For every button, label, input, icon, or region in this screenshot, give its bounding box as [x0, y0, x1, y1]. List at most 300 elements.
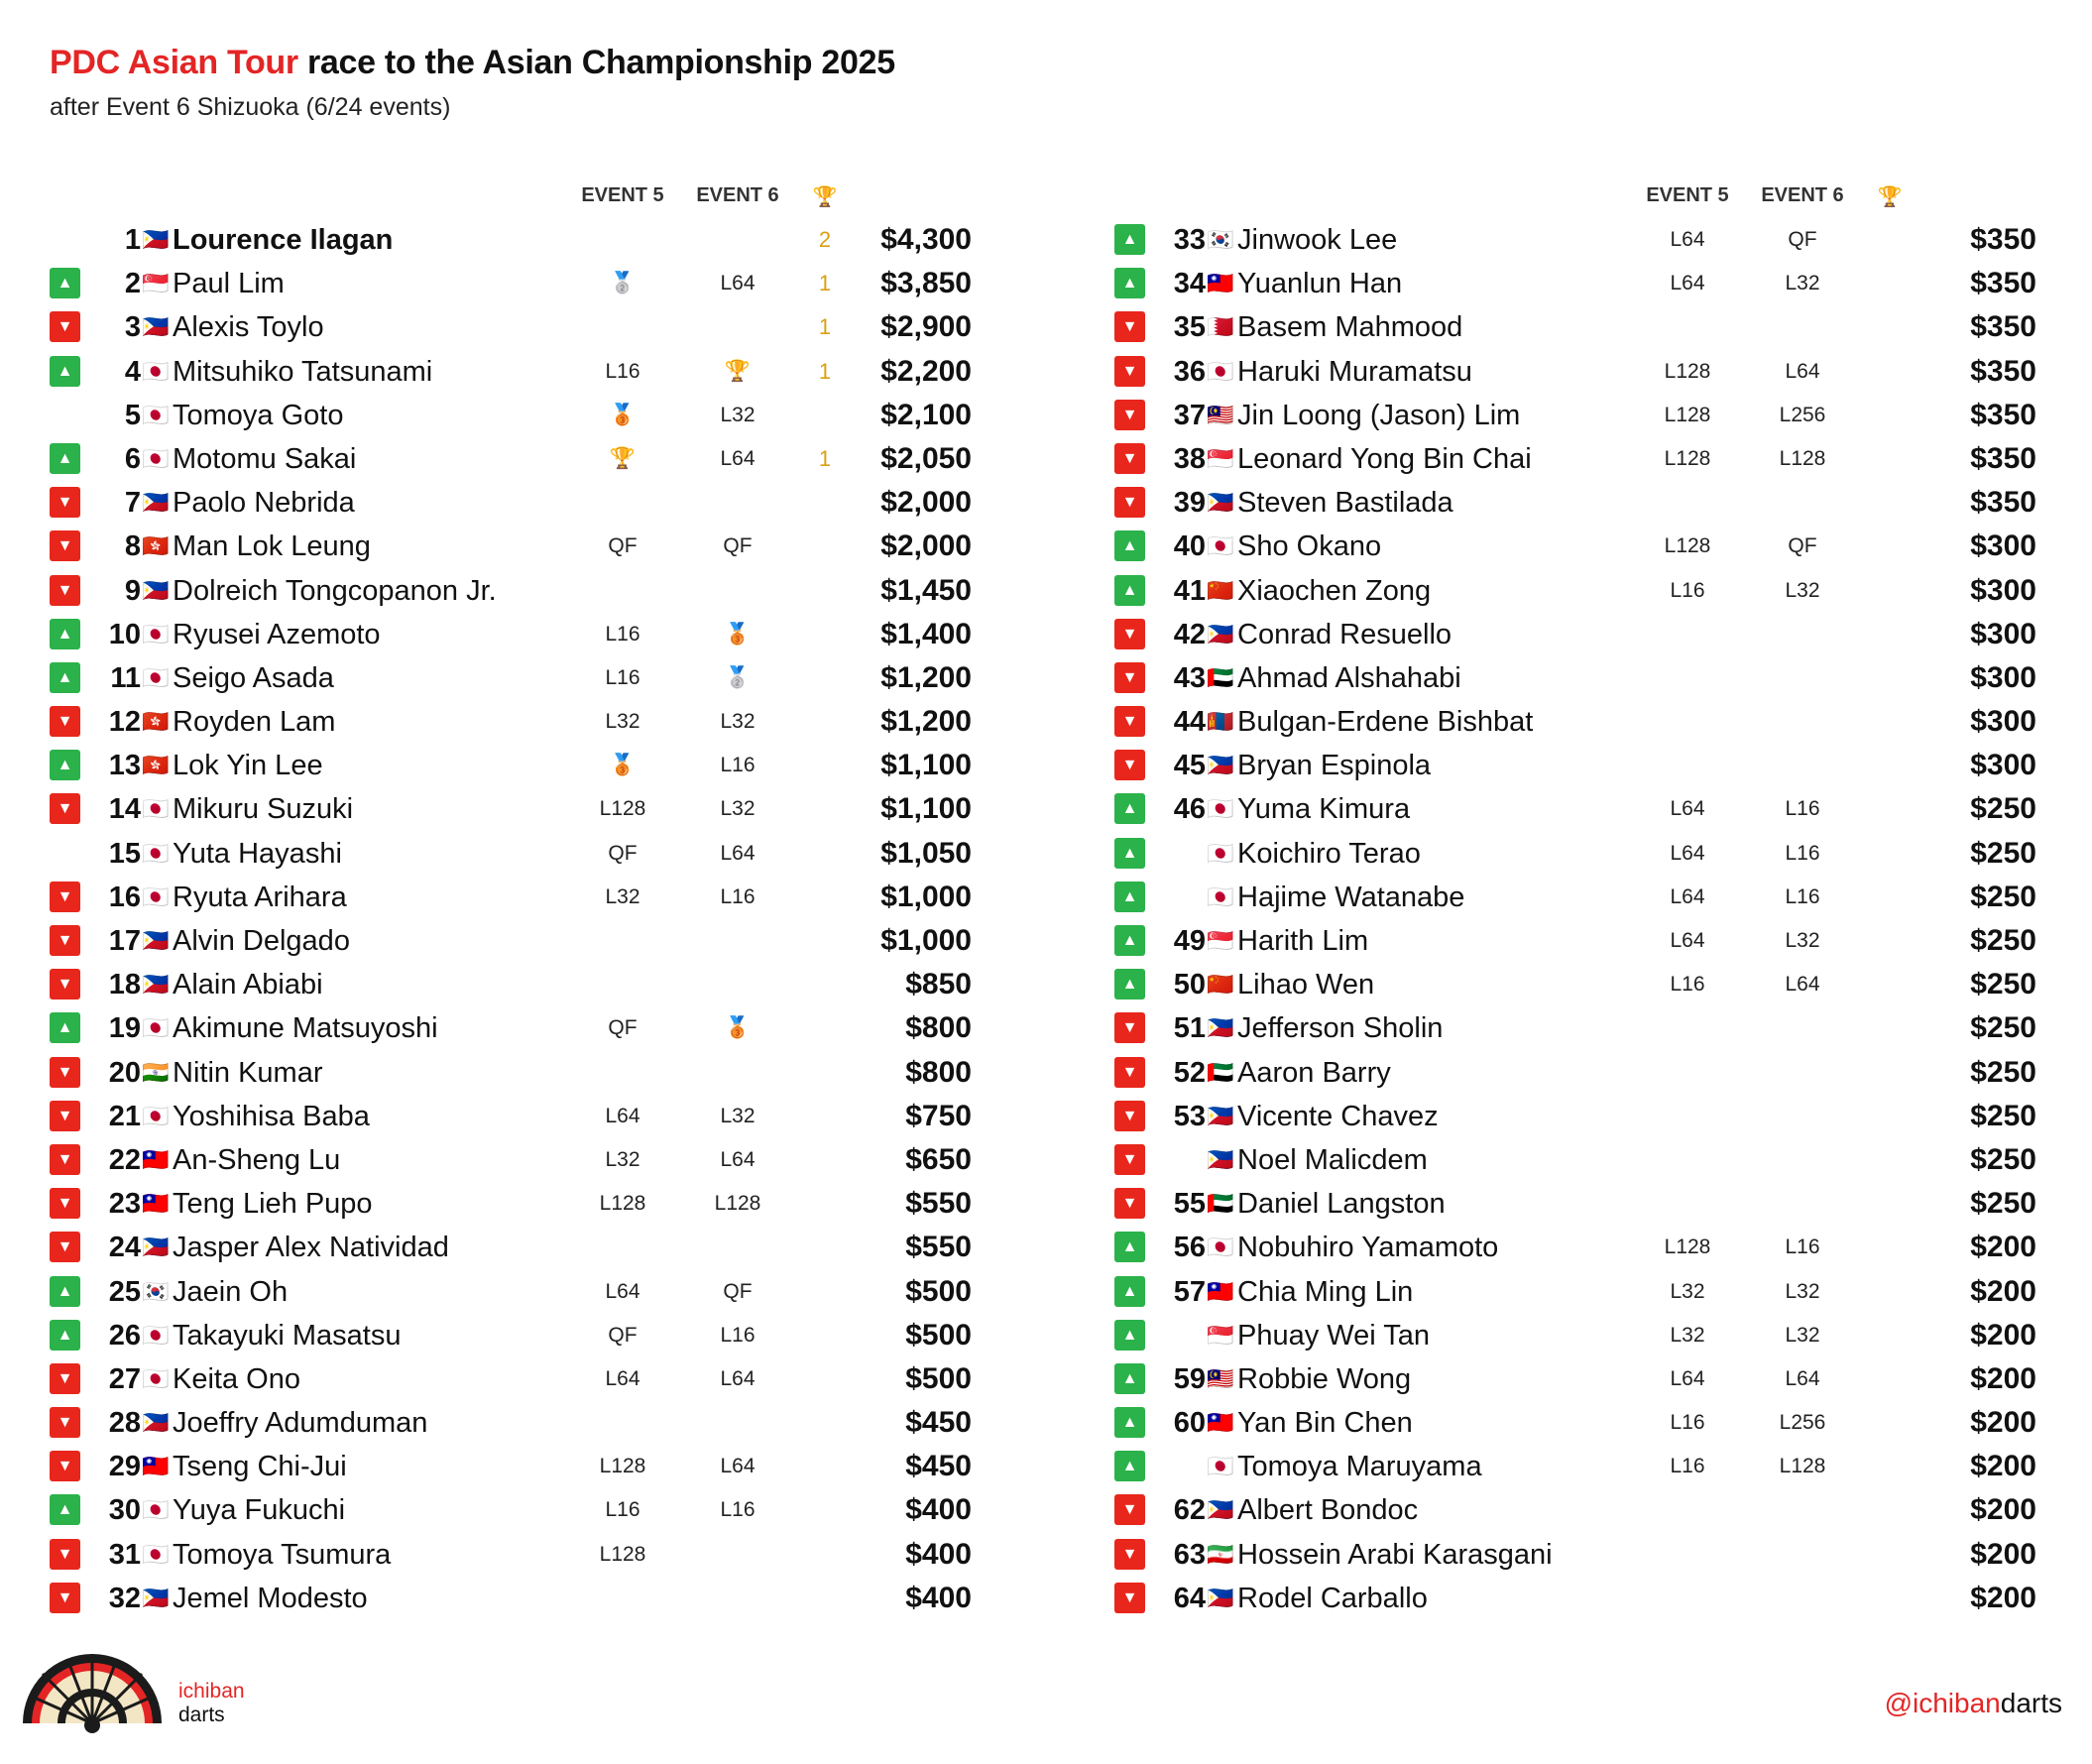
event5-result: L64: [605, 1366, 640, 1390]
event5-result: [1630, 1051, 1745, 1095]
event5-result: QF: [608, 841, 638, 865]
flag-icon: 🇯🇵: [142, 445, 170, 471]
rank-up-icon: ▲: [1114, 793, 1145, 824]
prize-money: $200: [1970, 1274, 2036, 1308]
event6-result: QF: [723, 1279, 753, 1303]
flag-icon: 🇭🇰: [142, 753, 170, 778]
table-row: [50, 1314, 1001, 1357]
table-row: [1114, 1533, 2066, 1577]
rank-up-icon: ▲: [50, 443, 80, 474]
event5-result: [1630, 744, 1745, 787]
event6-result: L128: [714, 1192, 761, 1216]
flag-icon: 🇦🇪: [1207, 664, 1234, 690]
prize-money: $750: [905, 1099, 972, 1132]
event5-result: L128: [1664, 446, 1711, 470]
event6-result: L64: [720, 1455, 755, 1478]
flag-icon: 🇮🇳: [142, 1059, 170, 1085]
table-row: [50, 787, 1001, 831]
rank-up-icon: ▲: [1114, 882, 1145, 912]
table-row: [50, 525, 1001, 568]
player-name: Harith Lim: [1237, 925, 1369, 957]
prize-money: $300: [1970, 573, 2036, 607]
prize-money: $2,900: [880, 310, 972, 344]
rank-up-icon: ▲: [50, 619, 80, 649]
rank-up-icon: ▲: [50, 356, 80, 387]
event5-result: [1630, 1577, 1745, 1620]
rank-down-icon: ▼: [50, 1407, 80, 1438]
rank-number: [1148, 1138, 1206, 1182]
rank-down-icon: ▼: [1114, 1057, 1145, 1088]
rank-number: 31: [108, 1538, 141, 1571]
event6-result: 🥈: [724, 665, 752, 689]
prize-money: $850: [905, 968, 972, 1001]
prize-money: $250: [1970, 1011, 2036, 1045]
rank-up-icon: ▲: [1114, 838, 1145, 869]
rank-number: 53: [1173, 1100, 1206, 1132]
event5-result: [1630, 1138, 1745, 1182]
rank-number: 43: [1173, 661, 1206, 694]
event5-result: L64: [1670, 841, 1705, 865]
prize-money: $350: [1970, 310, 2036, 344]
rank-down-icon: ▼: [1114, 619, 1145, 649]
page-subtitle: after Event 6 Shizuoka (6/24 events): [50, 93, 451, 121]
rank-up-icon: ▲: [1114, 1320, 1145, 1351]
flag-icon: 🇮🇷: [1207, 1541, 1234, 1567]
event5-result: [565, 569, 680, 613]
prize-money: $450: [905, 1450, 972, 1483]
event6-result: [1745, 1488, 1860, 1532]
table-row: [50, 1577, 1001, 1620]
page-title: [50, 44, 895, 82]
rank-number: 8: [124, 530, 141, 563]
rank-down-icon: ▼: [50, 1101, 80, 1131]
event5-result: L32: [1670, 1323, 1705, 1347]
event6-result: [680, 1533, 795, 1577]
rank-number: 60: [1173, 1407, 1206, 1440]
table-row: [1114, 1182, 2066, 1226]
rank-up-icon: ▲: [1114, 1407, 1145, 1438]
rank-down-icon: ▼: [50, 1363, 80, 1394]
prize-money: $250: [1970, 968, 2036, 1001]
rank-up-icon: ▲: [1114, 575, 1145, 606]
rank-up-icon: ▲: [1114, 1232, 1145, 1262]
player-name: Ryuta Arihara: [173, 881, 347, 913]
player-name: Teng Lieh Pupo: [173, 1188, 373, 1221]
table-row: [1114, 1270, 2066, 1314]
player-name: Noel Malicdem: [1237, 1143, 1428, 1176]
event6-result: L16: [720, 1323, 755, 1347]
flag-icon: 🇯🇵: [142, 883, 170, 909]
player-name: Conrad Resuello: [1237, 618, 1453, 650]
event6-result: [680, 1577, 795, 1620]
prize-money: $2,000: [880, 529, 972, 563]
flag-icon: 🇵🇭: [1207, 1015, 1234, 1041]
event5-result: QF: [608, 1323, 638, 1347]
table-row: [1114, 656, 2066, 700]
table-row: [50, 481, 1001, 525]
event6-result: 🥉: [724, 622, 752, 646]
player-name: Sho Okano: [1237, 530, 1382, 563]
rank-number: 46: [1173, 793, 1206, 826]
player-name: Basem Mahmood: [1237, 311, 1463, 344]
player-name: Phuay Wei Tan: [1237, 1319, 1430, 1352]
event6-result: [1745, 481, 1860, 525]
table-row: [50, 744, 1001, 787]
prize-money: $450: [905, 1406, 972, 1440]
rank-number: 17: [108, 925, 141, 957]
flag-icon: 🇨🇳: [1207, 972, 1234, 998]
prize-money: $350: [1970, 441, 2036, 475]
event5-header: EVENT 5: [1646, 184, 1729, 206]
event6-result: L16: [1785, 797, 1820, 821]
rank-number: 41: [1173, 574, 1206, 607]
event5-result: L16: [605, 665, 640, 689]
flag-icon: 🇸🇬: [1207, 445, 1234, 471]
player-name: Yuma Kimura: [1237, 793, 1411, 826]
player-name: Leonard Yong Bin Chai: [1237, 442, 1532, 475]
prize-money: $1,450: [880, 573, 972, 607]
rank-number: 2: [124, 268, 141, 300]
rank-down-icon: ▼: [1114, 706, 1145, 737]
event5-result: [565, 1226, 680, 1269]
rank-up-icon: ▲: [1114, 969, 1145, 1000]
flag-icon: 🇯🇵: [1207, 358, 1234, 384]
prize-money: $2,200: [880, 354, 972, 388]
table-row: [50, 437, 1001, 481]
rank-number: 19: [108, 1012, 141, 1045]
prize-money: $350: [1970, 398, 2036, 431]
flag-icon: 🇯🇵: [142, 358, 170, 384]
standings-rows-left: [50, 218, 1001, 1620]
rank-number: 55: [1173, 1188, 1206, 1221]
flag-icon: 🇲🇾: [1207, 402, 1234, 427]
flag-icon: 🇯🇵: [142, 1103, 170, 1128]
table-row: [50, 1051, 1001, 1095]
table-row: [1114, 218, 2066, 262]
social-handle: [1885, 1688, 2062, 1719]
rank-number: 34: [1173, 268, 1206, 300]
rank-down-icon: ▼: [50, 311, 80, 342]
rank-number: 1: [124, 224, 141, 256]
rank-down-icon: ▼: [1114, 400, 1145, 430]
event6-result: L32: [1785, 578, 1820, 602]
prize-money: $200: [1970, 1318, 2036, 1352]
flag-icon: 🇯🇵: [1207, 1454, 1234, 1479]
rank-number: 25: [108, 1275, 141, 1308]
event5-result: L128: [1664, 534, 1711, 558]
rank-number: 29: [108, 1451, 141, 1483]
table-row: [1114, 350, 2066, 394]
event5-result: L128: [599, 1192, 646, 1216]
rank-number: 59: [1173, 1362, 1206, 1395]
prize-money: $500: [905, 1318, 972, 1352]
prize-money: $1,200: [880, 660, 972, 694]
prize-money: $200: [1970, 1537, 2036, 1571]
event6-result: QF: [1788, 228, 1817, 251]
flag-icon: 🇯🇵: [1207, 840, 1234, 866]
event6-result: L64: [1785, 1366, 1820, 1390]
title-wins: 1: [818, 314, 832, 340]
event6-result: L256: [1779, 403, 1826, 426]
rank-number: 57: [1173, 1275, 1206, 1308]
event5-result: L16: [605, 622, 640, 646]
prize-money: $350: [1970, 267, 2036, 300]
event5-result: L16: [1670, 1411, 1705, 1435]
flag-icon: 🇯🇵: [1207, 883, 1234, 909]
event5-result: L64: [1670, 272, 1705, 295]
table-row: [50, 569, 1001, 613]
event6-header: EVENT 6: [1761, 184, 1844, 206]
flag-icon: 🇵🇭: [1207, 1497, 1234, 1523]
event5-result: L16: [605, 359, 640, 383]
prize-money: $200: [1970, 1406, 2036, 1440]
rank-down-icon: ▼: [50, 1583, 80, 1613]
table-row: [50, 350, 1001, 394]
rank-number: 28: [108, 1407, 141, 1440]
table-row: [1114, 437, 2066, 481]
table-row: [50, 1270, 1001, 1314]
rank-up-icon: ▲: [50, 1494, 80, 1525]
table-row: [1114, 262, 2066, 305]
player-name: Koichiro Terao: [1237, 837, 1421, 870]
event6-result: L64: [1785, 359, 1820, 383]
rank-down-icon: ▼: [1114, 1583, 1145, 1613]
flag-icon: 🇵🇭: [1207, 1103, 1234, 1128]
prize-money: $1,000: [880, 924, 972, 957]
prize-money: $200: [1970, 1231, 2036, 1264]
flag-icon: 🇵🇭: [142, 1410, 170, 1436]
flag-icon: 🇵🇭: [142, 490, 170, 516]
flag-icon: 🇹🇼: [1207, 271, 1234, 296]
rank-down-icon: ▼: [50, 969, 80, 1000]
player-name: Jasper Alex Natividad: [173, 1232, 449, 1264]
table-row: [1114, 919, 2066, 963]
rank-down-icon: ▼: [50, 1144, 80, 1175]
table-row: [50, 1533, 1001, 1577]
prize-money: $300: [1970, 660, 2036, 694]
rank-number: 20: [108, 1056, 141, 1089]
table-row: [1114, 394, 2066, 437]
flag-icon: 🇹🇼: [142, 1454, 170, 1479]
event5-result: [565, 1401, 680, 1445]
table-row: [50, 919, 1001, 963]
event5-result: L64: [1670, 884, 1705, 908]
rank-same-icon: [50, 838, 80, 869]
table-row: [1114, 1401, 2066, 1445]
rank-number: 49: [1173, 925, 1206, 957]
player-name: Mikuru Suzuki: [173, 793, 354, 826]
dartboard-fan-logo: [18, 1646, 167, 1745]
flag-icon: 🇯🇵: [142, 796, 170, 822]
rank-number: 37: [1173, 399, 1206, 431]
standings-column-left: [50, 175, 1001, 1620]
table-row: [1114, 787, 2066, 831]
rank-up-icon: ▲: [50, 1320, 80, 1351]
rank-down-icon: ▼: [1114, 1101, 1145, 1131]
table-row: [50, 613, 1001, 656]
prize-money: $500: [905, 1274, 972, 1308]
flag-icon: 🇯🇵: [142, 1497, 170, 1523]
flag-icon: 🇯🇵: [142, 402, 170, 427]
event6-result: L256: [1779, 1411, 1826, 1435]
prize-money: $350: [1970, 223, 2036, 256]
prize-money: $350: [1970, 486, 2036, 520]
player-name: Jemel Modesto: [173, 1582, 368, 1614]
player-name: Ahmad Alshahabi: [1237, 661, 1461, 694]
player-name: Joeffry Adumduman: [173, 1407, 428, 1440]
flag-icon: 🇵🇭: [142, 314, 170, 340]
event6-result: QF: [723, 534, 753, 558]
flag-icon: 🇵🇭: [142, 577, 170, 603]
rank-number: 15: [108, 837, 141, 870]
logo-line2: darts: [178, 1704, 225, 1726]
player-name: Jin Loong (Jason) Lim: [1237, 399, 1521, 431]
event5-result: L16: [605, 1498, 640, 1522]
rank-down-icon: ▼: [1114, 750, 1145, 780]
event5-result: L64: [1670, 929, 1705, 952]
rank-number: 62: [1173, 1494, 1206, 1527]
rank-number: 39: [1173, 487, 1206, 520]
event5-result: L32: [605, 884, 640, 908]
player-name: Daniel Langston: [1237, 1188, 1446, 1221]
flag-icon: 🇦🇪: [1207, 1059, 1234, 1085]
event5-result: [1630, 1006, 1745, 1050]
rank-number: 64: [1173, 1582, 1206, 1614]
event6-result: [680, 218, 795, 262]
event5-result: L64: [605, 1104, 640, 1127]
title-accent: PDC Asian Tour: [50, 44, 298, 81]
event6-result: [1745, 1095, 1860, 1138]
rank-up-icon: ▲: [1114, 925, 1145, 956]
event5-result: L128: [1664, 403, 1711, 426]
player-name: Jinwook Lee: [1237, 224, 1398, 256]
rank-number: 51: [1173, 1012, 1206, 1045]
prize-money: $250: [1970, 792, 2036, 826]
event5-result: [565, 963, 680, 1006]
table-row: [1114, 305, 2066, 349]
rank-down-icon: ▼: [50, 530, 80, 561]
rank-up-icon: ▲: [1114, 530, 1145, 561]
player-name: Yan Bin Chen: [1237, 1407, 1413, 1440]
rank-up-icon: ▲: [1114, 1363, 1145, 1394]
prize-money: $4,300: [880, 223, 972, 256]
player-name: Nobuhiro Yamamoto: [1237, 1232, 1499, 1264]
rank-number: 35: [1173, 311, 1206, 344]
flag-icon: 🇯🇵: [142, 621, 170, 647]
prize-money: $1,100: [880, 792, 972, 826]
flag-icon: 🇹🇼: [142, 1146, 170, 1172]
rank-down-icon: ▼: [1114, 1539, 1145, 1570]
table-row: [50, 1488, 1001, 1532]
flag-icon: 🇹🇼: [1207, 1410, 1234, 1436]
rank-up-icon: ▲: [1114, 268, 1145, 298]
player-name: Paul Lim: [173, 268, 285, 300]
event6-result: L32: [1785, 1323, 1820, 1347]
player-name: Lihao Wen: [1237, 969, 1375, 1001]
rank-number: 6: [124, 442, 141, 475]
event5-result: L16: [1670, 973, 1705, 997]
handle-suffix: darts: [2000, 1688, 2062, 1718]
table-row: [1114, 525, 2066, 568]
event5-result: L32: [605, 710, 640, 734]
rank-down-icon: ▼: [50, 793, 80, 824]
rank-number: 14: [108, 793, 141, 826]
event6-result: [1745, 613, 1860, 656]
event5-result: L128: [599, 1455, 646, 1478]
event6-result: [680, 963, 795, 1006]
table-row: [1114, 963, 2066, 1006]
prize-money: $250: [1970, 836, 2036, 870]
table-row: [50, 832, 1001, 876]
flag-icon: 🇵🇭: [1207, 753, 1234, 778]
player-name: Jaein Oh: [173, 1275, 289, 1308]
flag-icon: 🇨🇳: [1207, 577, 1234, 603]
event6-result: L64: [720, 446, 755, 470]
flag-icon: 🇵🇭: [1207, 490, 1234, 516]
standings-column-right: [1114, 175, 2066, 1620]
title-wins: 1: [818, 271, 832, 296]
column-header: [50, 175, 1001, 218]
flag-icon: 🇵🇭: [1207, 621, 1234, 647]
event6-result: L64: [720, 1366, 755, 1390]
event5-result: L128: [1664, 1235, 1711, 1259]
table-row: [1114, 1314, 2066, 1357]
rank-number: 27: [108, 1362, 141, 1395]
event6-result: [1745, 1006, 1860, 1050]
flag-icon: 🇹🇼: [142, 1191, 170, 1217]
table-row: [50, 1226, 1001, 1269]
player-name: Motomu Sakai: [173, 442, 357, 475]
table-row: [50, 700, 1001, 744]
event5-result: L128: [1664, 359, 1711, 383]
event6-result: L32: [720, 1104, 755, 1127]
player-name: Hajime Watanabe: [1237, 881, 1465, 913]
prize-money: $250: [1970, 1187, 2036, 1221]
event6-result: L32: [720, 403, 755, 426]
rank-up-icon: ▲: [50, 662, 80, 693]
table-row: [1114, 700, 2066, 744]
rank-number: 24: [108, 1232, 141, 1264]
flag-icon: 🇹🇼: [1207, 1278, 1234, 1304]
rank-number: [1148, 832, 1206, 876]
rank-number: 42: [1173, 618, 1206, 650]
rank-down-icon: ▼: [50, 575, 80, 606]
event5-result: 🏆: [609, 446, 637, 470]
flag-icon: 🇸🇬: [1207, 1322, 1234, 1348]
prize-money: $2,050: [880, 441, 972, 475]
prize-money: $400: [905, 1537, 972, 1571]
prize-money: $300: [1970, 529, 2036, 563]
rank-up-icon: ▲: [1114, 1276, 1145, 1307]
player-name: Takayuki Masatsu: [173, 1319, 402, 1352]
player-name: Robbie Wong: [1237, 1362, 1412, 1395]
event6-result: L64: [1785, 973, 1820, 997]
event5-result: L32: [1670, 1279, 1705, 1303]
rank-number: 23: [108, 1188, 141, 1221]
event5-result: [1630, 1182, 1745, 1226]
prize-money: $200: [1970, 1361, 2036, 1395]
table-row: [50, 1401, 1001, 1445]
flag-icon: 🇵🇭: [142, 972, 170, 998]
prize-money: $1,050: [880, 836, 972, 870]
rank-number: 5: [124, 399, 141, 431]
rank-down-icon: ▼: [50, 882, 80, 912]
rank-number: 18: [108, 969, 141, 1001]
rank-number: 50: [1173, 969, 1206, 1001]
prize-money: $250: [1970, 1099, 2036, 1132]
event6-result: [680, 481, 795, 525]
column-header: [1114, 175, 2066, 218]
